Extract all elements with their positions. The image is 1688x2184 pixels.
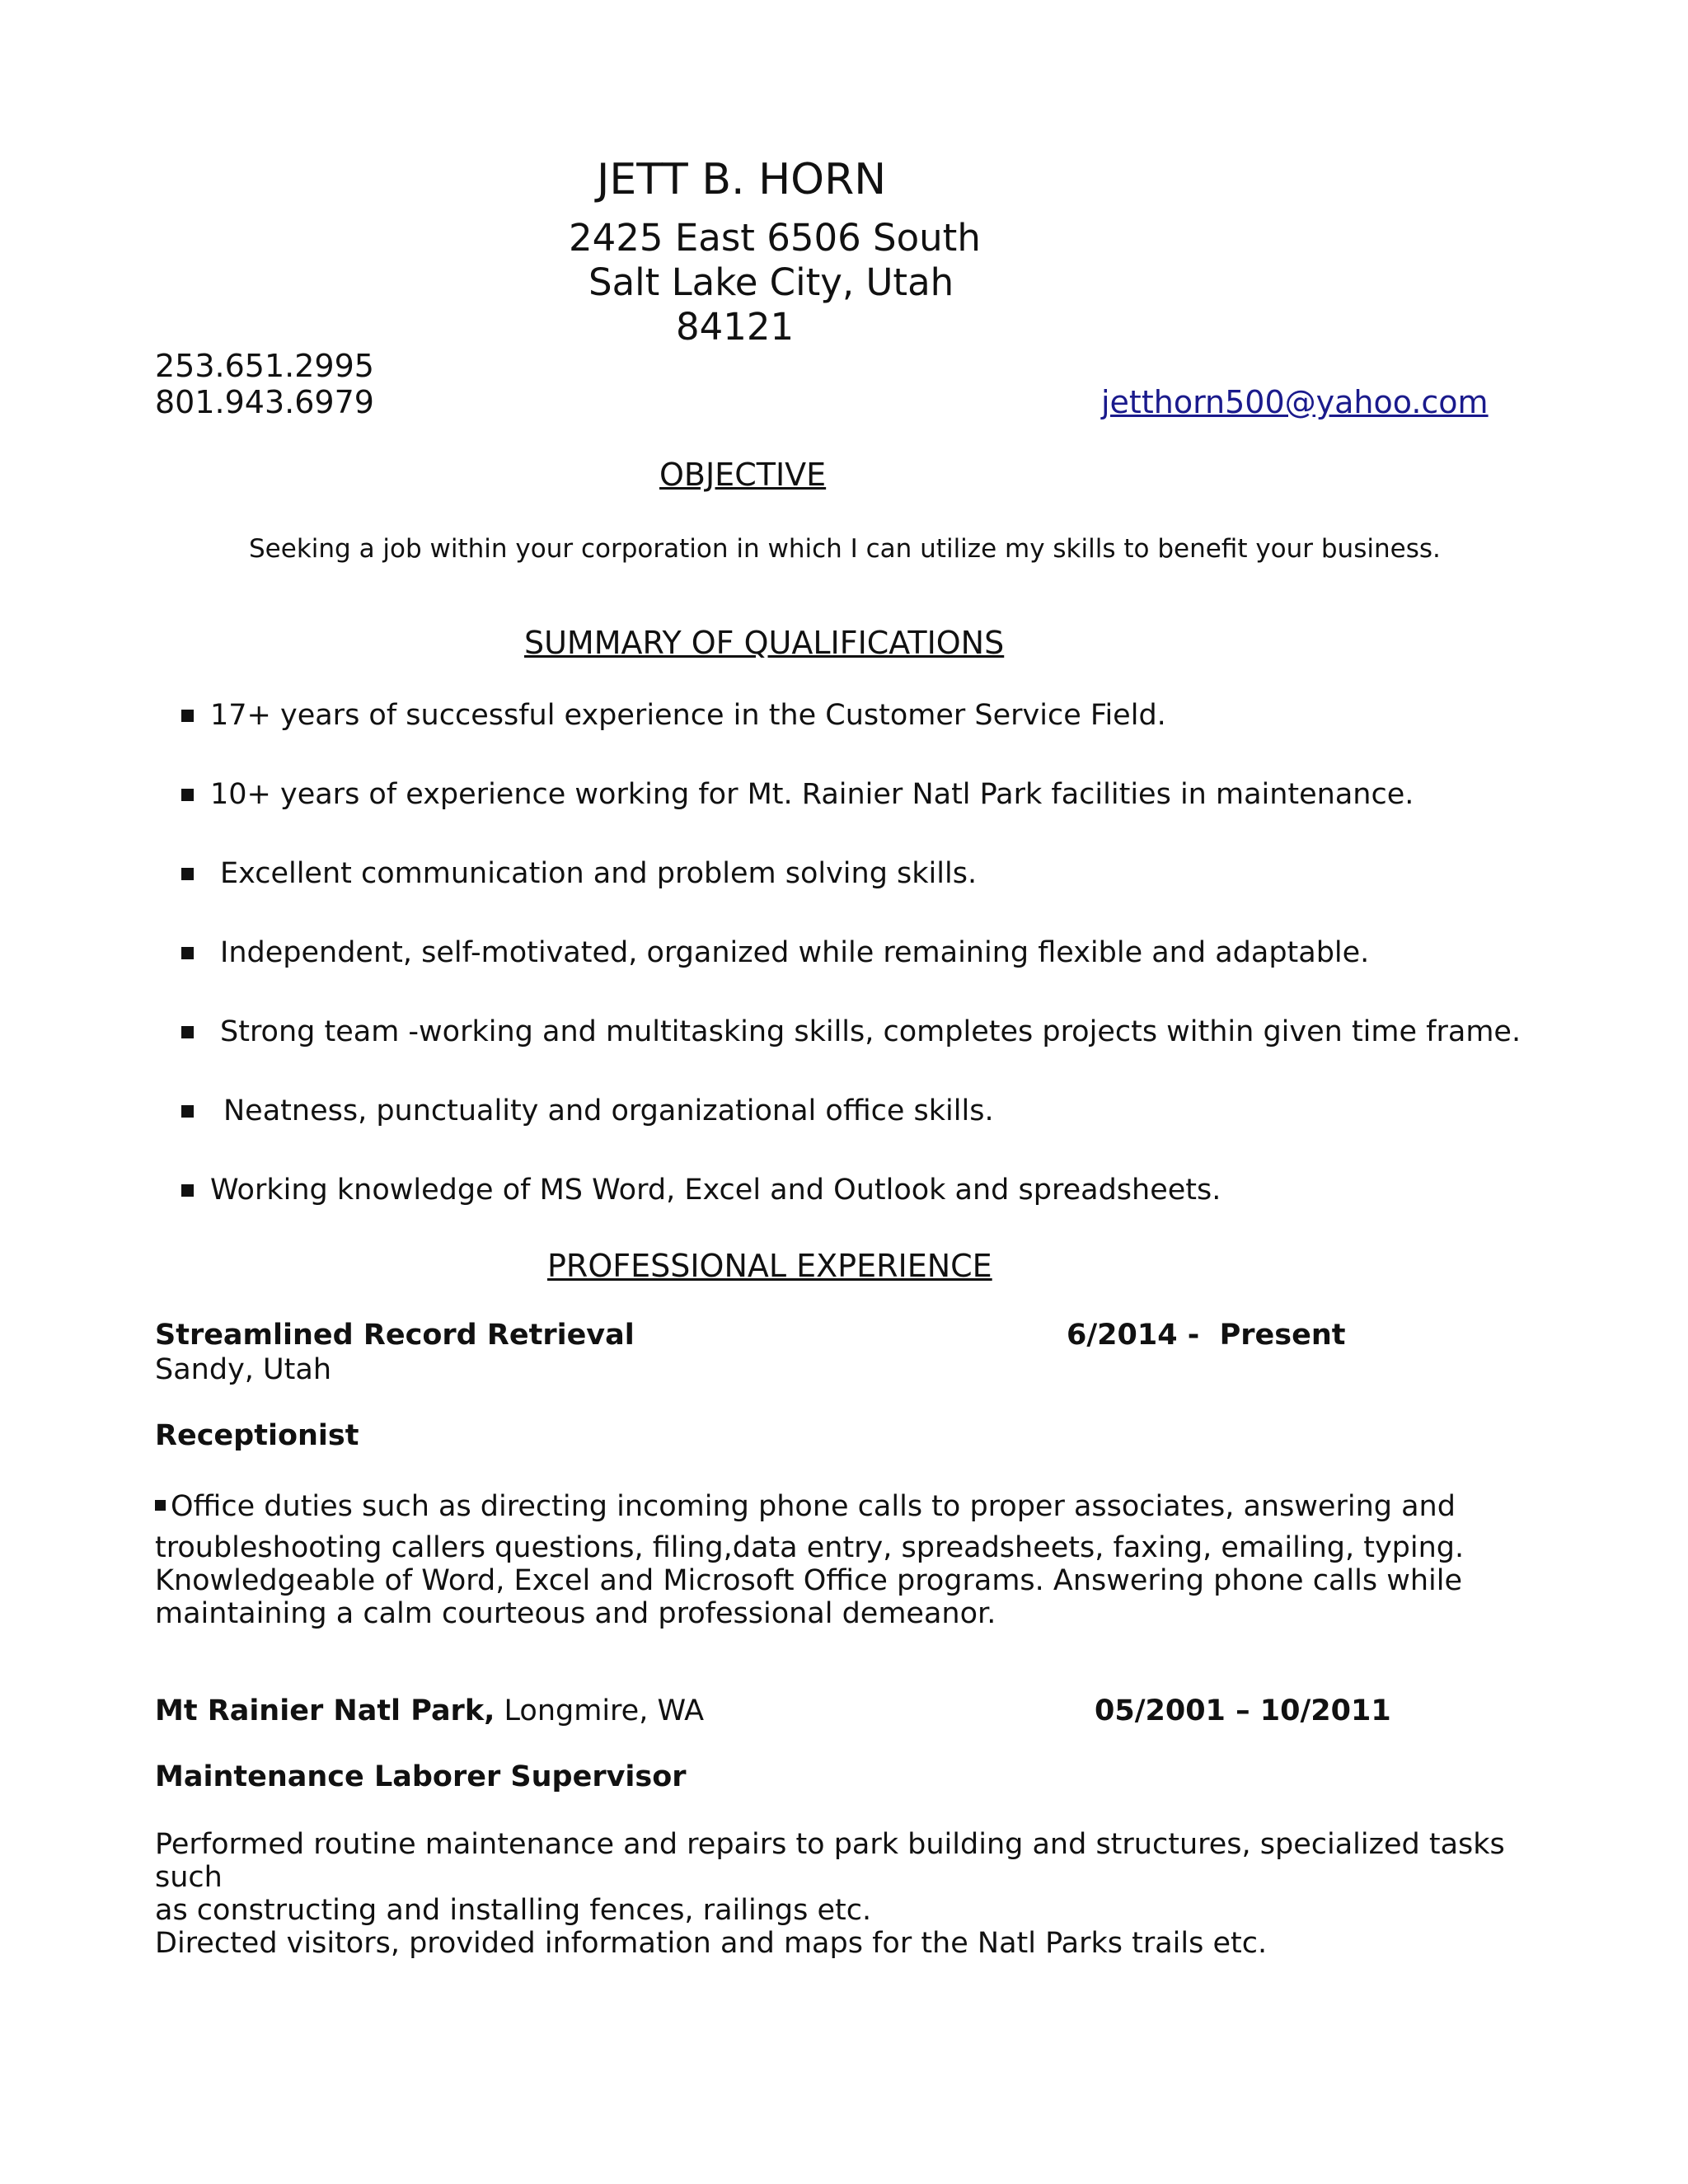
job-location: Longmire, WA — [495, 1694, 705, 1727]
city-state: Salt Lake City, Utah — [588, 260, 954, 304]
qualification-text: Neatness, punctuality and organizational office skills. — [223, 1094, 994, 1127]
job-location: Sandy, Utah — [155, 1353, 331, 1386]
description-line: Office duties such as directing incoming phone calls to proper associates, answering and — [155, 1490, 1556, 1523]
qualification-item — [181, 857, 977, 890]
qualification-item — [181, 1094, 994, 1127]
bullet-icon — [181, 789, 194, 801]
bullet-icon — [181, 1026, 194, 1038]
experience-heading: PROFESSIONAL EXPERIENCE — [547, 1248, 992, 1284]
qualification-text: 17+ years of successful experience in the Customer Service Field. — [210, 699, 1166, 732]
qualification-text: Strong team -working and multitasking skills, completes projects within given time frame. — [220, 1015, 1522, 1048]
objective-text: Seeking a job within your corporation in which I can utilize my skills to benefit your business. — [249, 534, 1441, 564]
qualification-item — [181, 778, 1414, 811]
qualification-item — [181, 1015, 1521, 1048]
description-line: Directed visitors, provided information and maps for the Natl Parks trails etc. — [155, 1927, 1268, 1960]
email-link[interactable]: jetthorn500@yahoo.com — [1101, 384, 1489, 420]
qualification-text: 10+ years of experience working for Mt. Rainier Natl Park facilities in maintenance. — [210, 778, 1414, 811]
job-employer: Streamlined Record Retrieval — [155, 1319, 635, 1352]
bullet-icon — [181, 710, 194, 722]
street-address: 2425 East 6506 South — [569, 216, 981, 260]
bullet-icon — [181, 947, 194, 959]
bullet-icon — [181, 1184, 194, 1197]
qualification-text: Working knowledge of MS Word, Excel and Outlook and spreadsheets. — [210, 1174, 1221, 1207]
qualification-text: Independent, self-motivated, organized while remaining flexible and adaptable. — [220, 936, 1370, 969]
description-line: Performed routine maintenance and repairs to park building and structures, specialized tasks such — [155, 1828, 1505, 1894]
description-line: maintaining a calm courteous and professional demeanor. — [155, 1597, 996, 1630]
job-dates: 05/2001 – 10/2011 — [1095, 1694, 1391, 1727]
qualification-item — [181, 699, 1166, 732]
description-line: as constructing and installing fences, railings etc. — [155, 1894, 872, 1927]
job-employer: Mt Rainier Natl Park, — [155, 1694, 495, 1727]
job-title: Maintenance Laborer Supervisor — [155, 1760, 687, 1793]
description-line: troubleshooting callers questions, filing,data entry, spreadsheets, faxing, emailing, typing. — [155, 1531, 1465, 1564]
qualification-item — [181, 936, 1369, 969]
objective-heading: OBJECTIVE — [659, 457, 827, 493]
bullet-icon — [155, 1500, 166, 1511]
qualification-item — [181, 1174, 1221, 1207]
job-description — [155, 1828, 1556, 1960]
applicant-name: JETT B. HORN — [597, 155, 887, 204]
job-description — [155, 1490, 1556, 1630]
job-employer-line — [155, 1694, 704, 1727]
phone-number-2: 801.943.6979 — [155, 384, 374, 420]
bullet-icon — [181, 868, 194, 880]
qualifications-heading: SUMMARY OF QUALIFICATIONS — [524, 625, 1005, 661]
phone-number-1: 253.651.2995 — [155, 348, 374, 384]
description-line: Knowledgeable of Word, Excel and Microsoft Office programs. Answering phone calls while — [155, 1564, 1463, 1597]
bullet-icon — [181, 1105, 194, 1118]
zip-code: 84121 — [676, 305, 795, 349]
job-title: Receptionist — [155, 1419, 359, 1452]
job-dates: 6/2014 - Present — [1067, 1319, 1346, 1352]
qualification-text: Excellent communication and problem solving skills. — [220, 857, 978, 890]
